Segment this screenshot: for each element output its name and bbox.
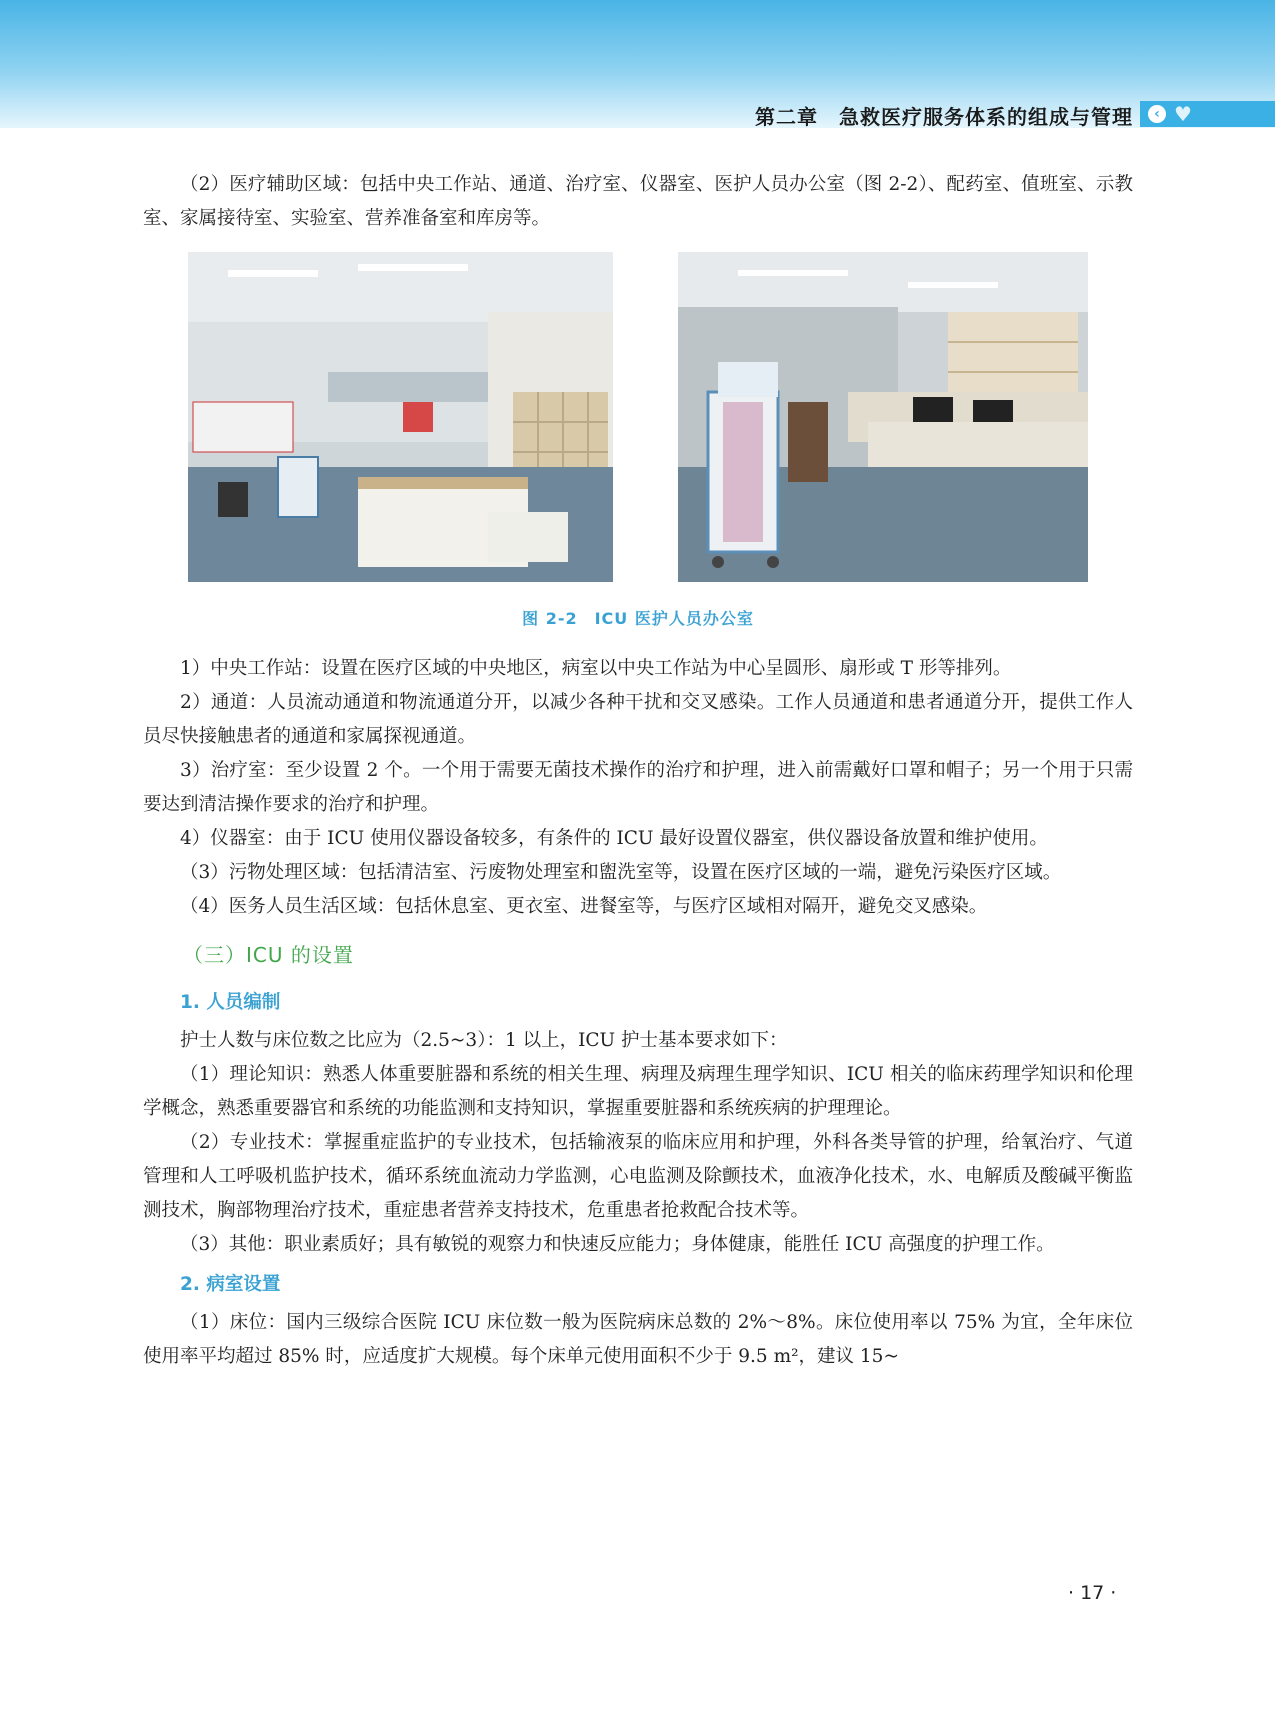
subheading-staffing: 1. 人员编制 [180, 992, 281, 1013]
paragraph: （1）床位：国内三级综合医院 ICU 床位数一般为医院病床总数的 2%～8%。床位使用率以 75% 为宜，全年床位使用率平均超过 85% 时，应适度扩大规模。每个床单元使用面积不少于 9.5 m²，建议 15~ [143, 1312, 1133, 1367]
paragraph: 4）仪器室：由于 ICU 使用仪器设备较多，有条件的 ICU 最好设置仪器室，供仪器设备放置和维护使用。 [180, 828, 1048, 849]
paragraph: （2）专业技术：掌握重症监护的专业技术，包括输液泵的临床应用和护理，外科各类导管的护理，给氧治疗、气道管理和人工呼吸机监护技术，循环系统血流动力学监测，心电监测及除颤技术，血液净化技术，水、电解质及酸碱平衡监测技术，胸部物理治疗技术，重症患者营养支持技术，危重患者抢救配合技术等。 [143, 1132, 1133, 1221]
page-number: · 17 · [1068, 1582, 1117, 1604]
paragraph: 3）治疗室：至少设置 2 个。一个用于需要无菌技术操作的治疗和护理，进入前需戴好口罩和帽子；另一个用于只需要达到清洁操作要求的治疗和护理。 [143, 760, 1133, 815]
paragraph: 1）中央工作站：设置在医疗区域的中央地区，病室以中央工作站为中心呈圆形、扇形或 T 形等排列。 [180, 658, 1012, 679]
paragraph: （1）理论知识：熟悉人体重要脏器和系统的相关生理、病理及病理生理学知识、ICU 相关的临床药理学知识和伦理学概念，熟悉重要器官和系统的功能监测和支持知识，掌握重要脏器和系统疾病的护理理论。 [143, 1064, 1133, 1119]
office-photo-right [678, 252, 1088, 582]
paragraph: （2）医疗辅助区域：包括中央工作站、通道、治疗室、仪器室、医护人员办公室（图 2-2）、配药室、值班室、示教室、家属接待室、实验室、营养准备室和库房等。 [143, 174, 1133, 229]
paragraph: （3）污物处理区域：包括清洁室、污废物处理室和盥洗室等，设置在医疗区域的一端，避免污染医疗区域。 [180, 862, 1062, 883]
paragraph: （3）其他：职业素质好；具有敏锐的观察力和快速反应能力；身体健康，能胜任 ICU 高强度的护理工作。 [180, 1234, 1055, 1255]
header-tab [1140, 101, 1275, 127]
subheading-ward: 2. 病室设置 [180, 1274, 281, 1295]
heart-icon: ♥ [1174, 102, 1192, 126]
paragraph: 护士人数与床位数之比应为（2.5~3）：1 以上，ICU 护士基本要求如下： [180, 1030, 788, 1051]
chapter-title: 第二章 急救医疗服务体系的组成与管理 [755, 105, 1133, 129]
figure-caption: 图 2-2 ICU 医护人员办公室 [522, 609, 754, 628]
arrow-left-circle-icon[interactable]: ‹ [1148, 105, 1166, 123]
paragraph: 2）通道：人员流动通道和物流通道分开，以减少各种干扰和交叉感染。工作人员通道和患者通道分开，提供工作人员尽快接触患者的通道和家属探视通道。 [143, 692, 1133, 747]
figure-2-2 [143, 252, 1133, 652]
office-photo-left [188, 252, 613, 582]
page-content [143, 168, 1133, 1374]
section-heading: （三）ICU 的设置 [183, 943, 354, 967]
paragraph: （4）医务人员生活区域：包括休息室、更衣室、进餐室等，与医疗区域相对隔开，避免交叉感染。 [180, 896, 988, 917]
